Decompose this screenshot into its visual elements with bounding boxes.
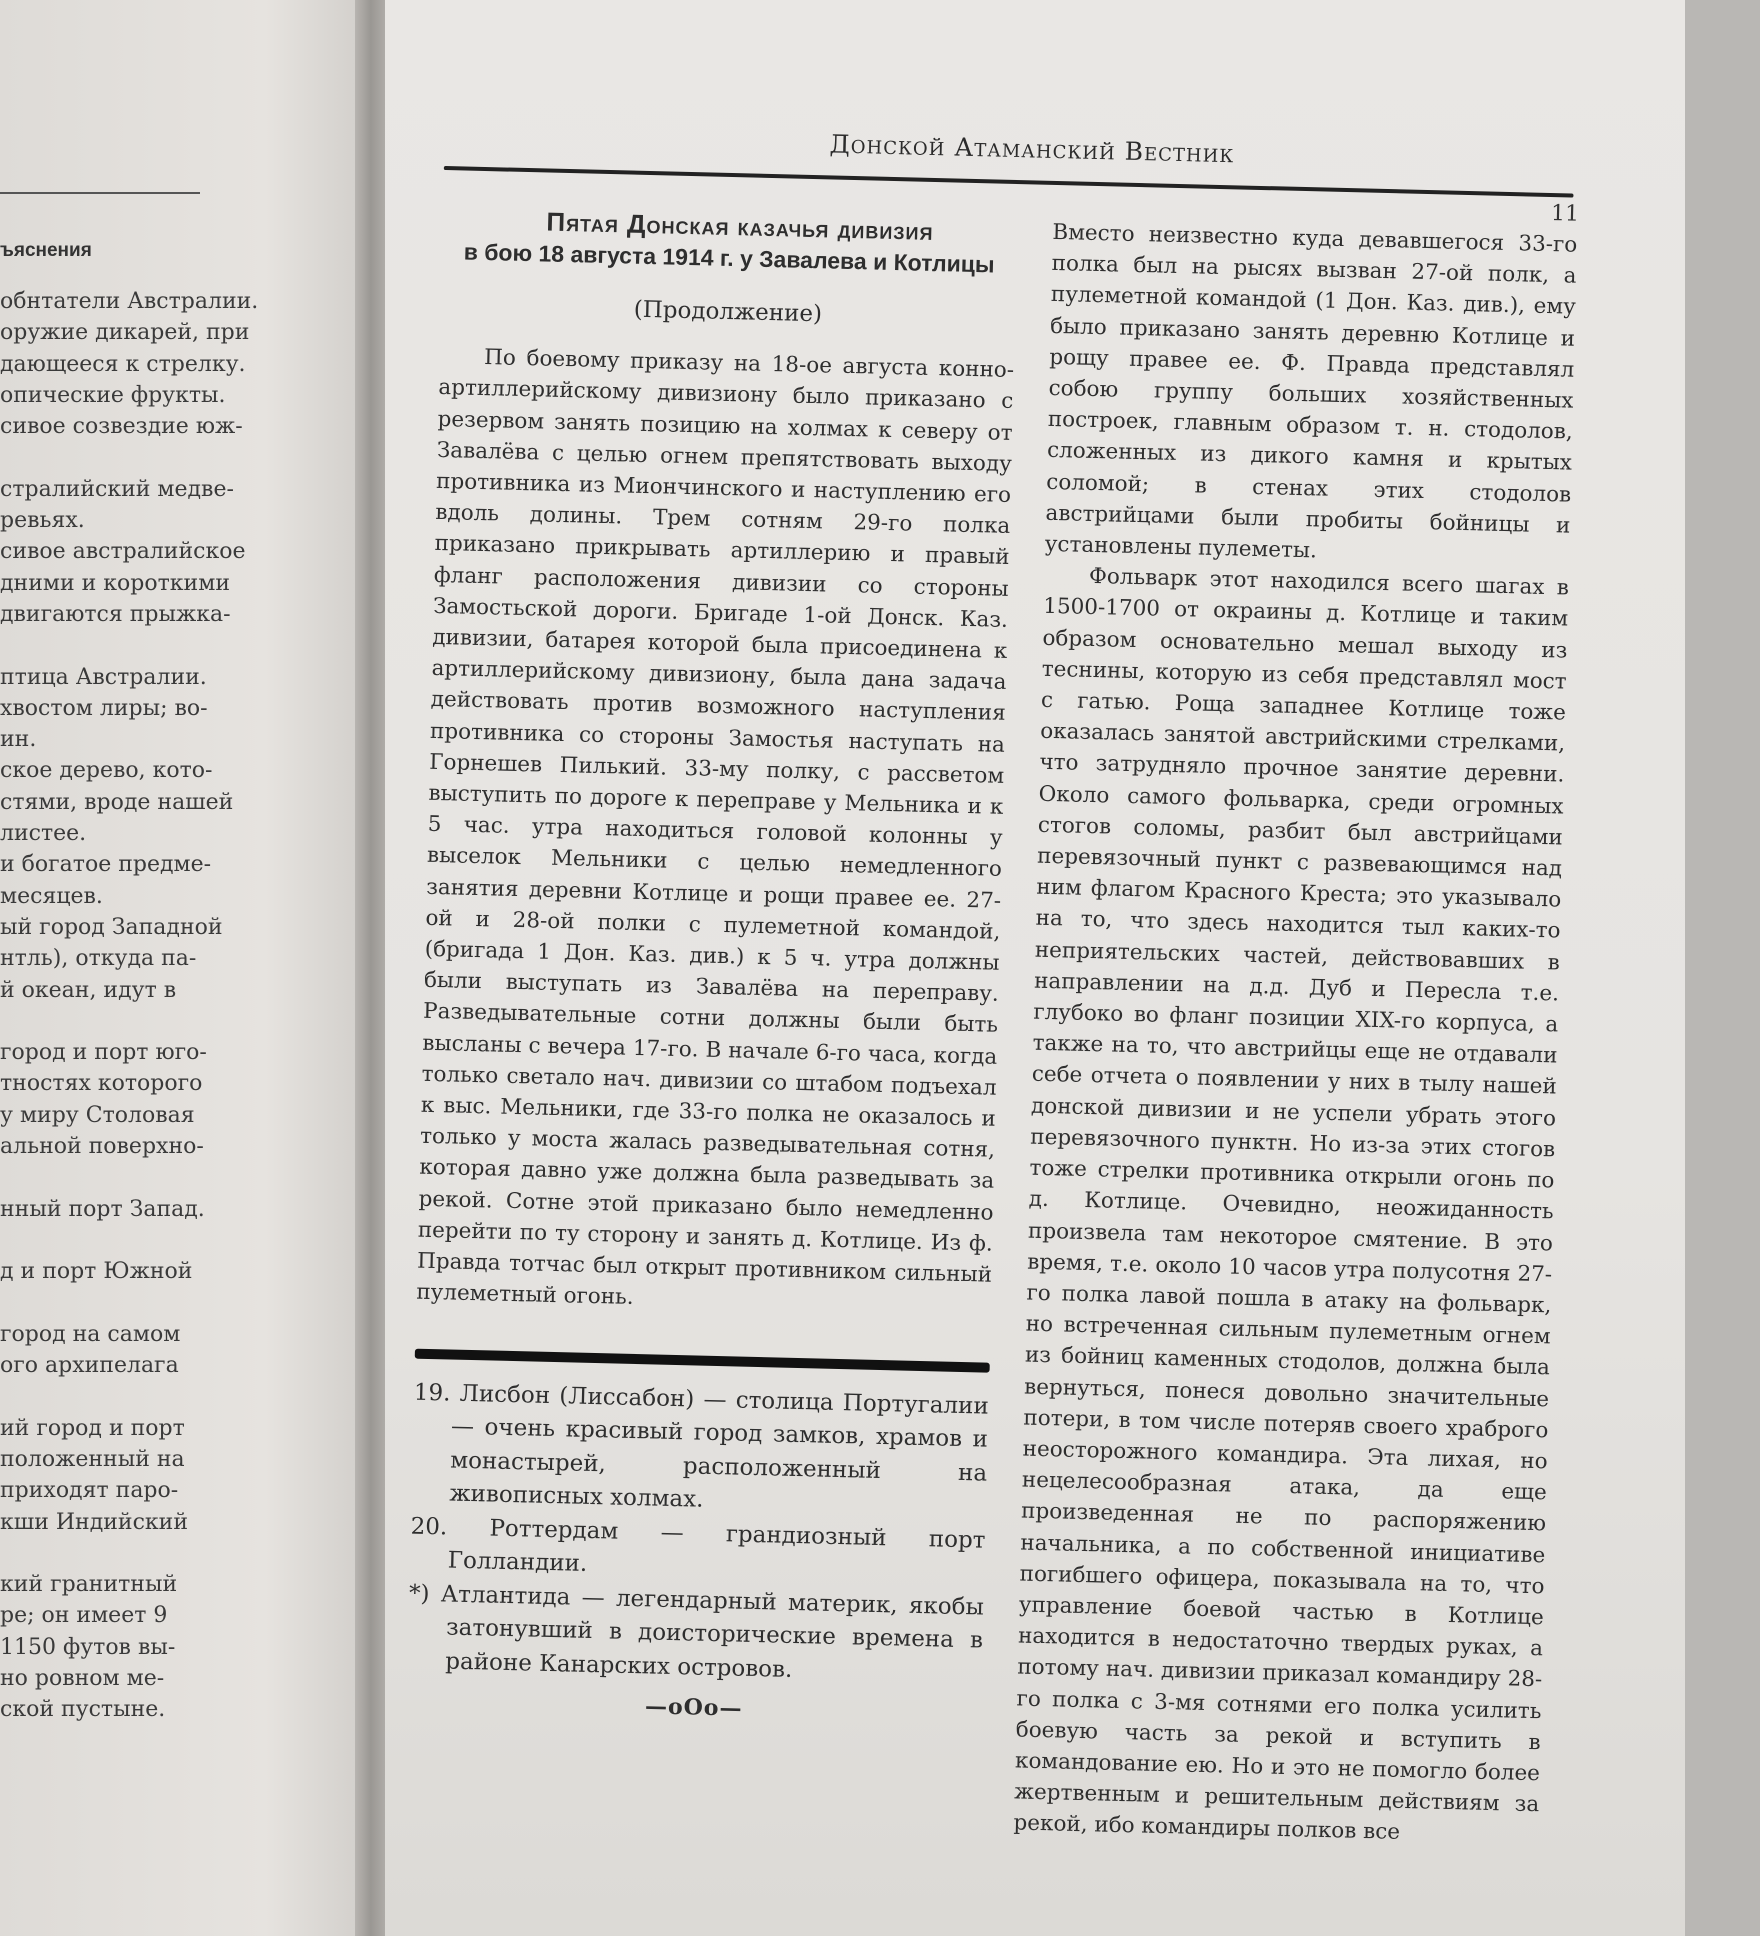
left-page-line: сивое австралийское [0, 539, 246, 565]
article-subtitle: в бою 18 августа 1914 г. у Завалева и Котлицы [463, 238, 995, 278]
left-page-line: ревьях. [0, 508, 85, 534]
footnote-20: 20. Роттердам — грандиозный порт Голландии. [410, 1513, 986, 1577]
left-page-line: листее. [0, 821, 87, 847]
right-column [1013, 217, 1577, 1852]
left-page-line: птица Австралии. [0, 664, 207, 690]
journal-title: Донской Атаманский Вестник [829, 129, 1235, 169]
left-page-line: ый город Западной [0, 914, 223, 940]
left-page-line: двигаются прыжка- [0, 601, 231, 627]
article-paragraph-continued: Вместо неизвестно куда девавшегося 33-го полка был на рысях вызван 27-ой полк, а пулеметной командой (1 Дон. Каз. див.), ему было приказано занять деревню Котлице и рощу правее ее. Ф. Правда представлял собою группу больших хозяйственных построек, главным образом т. н. стодолов, сложенных из дикого камня и крытых соломой; в стенах этих стодолов австрийцами были пробиты бойницы и установлены пулеметы. [1044, 219, 1578, 564]
left-page-line: д и порт Южной [0, 1259, 193, 1285]
footnote-separator [415, 1348, 990, 1372]
left-page-line: ской пустыне. [0, 1697, 166, 1723]
left-page-line [0, 1538, 270, 1569]
left-page-line [0, 1381, 270, 1412]
left-page-line [0, 442, 270, 473]
footnote-19: 19. Лисбон (Лиссабон) — столица Португалии — очень красивый город замков, храмов и монастырей, расположенный на живописных холмах. [413, 1379, 990, 1513]
left-column [406, 202, 1018, 1731]
left-page-line: и богатое предме- [0, 852, 212, 878]
left-page-line: ское дерево, кото- [0, 758, 213, 784]
page-content [402, 120, 1615, 1908]
left-page-line: оружие дикарей, при [0, 320, 250, 346]
left-page-line [0, 1006, 270, 1037]
right-page [385, 0, 1685, 1936]
article-continued-label: (Продолжение) [633, 296, 823, 328]
left-page-rule [0, 192, 200, 194]
article-title: Пятая Донская казачья дивизия [546, 206, 934, 246]
left-page-line: кий гранитный [0, 1572, 178, 1598]
left-page-line: положенный на [0, 1446, 185, 1472]
left-page-line: й океан, идут в [0, 977, 177, 1003]
left-page-line: кши Индийский [0, 1509, 188, 1535]
left-page-line: ий город и порт [0, 1415, 185, 1441]
left-page [0, 0, 380, 1936]
left-page-line: стралийский медве- [0, 476, 234, 502]
left-page-line: тностях которого [0, 1071, 203, 1097]
left-page-line: опические фрукты. [0, 382, 226, 408]
left-page-line: приходят паро- [0, 1478, 179, 1504]
left-page-line: ого архипелага [0, 1353, 179, 1379]
left-page-line: ре; он имеет 9 [0, 1603, 168, 1629]
left-page-line [0, 1225, 270, 1256]
left-page-line: альной поверхно- [0, 1134, 204, 1160]
left-page-line: но ровном ме- [0, 1666, 165, 1692]
left-page-line: месяцев. [0, 883, 103, 909]
left-page-line: ин. [0, 727, 37, 753]
left-page-heading: ъяснения [0, 240, 92, 261]
left-page-line: нтль), откуда па- [0, 946, 197, 972]
page-number: 11 [1550, 201, 1580, 227]
left-page-line: обнтатели Австралии. [0, 289, 259, 314]
left-page-text [0, 286, 270, 1726]
left-page-line: у миру Столовая [0, 1102, 195, 1128]
article-paragraph: По боевому приказу на 18-ое августа конно-артиллерийскому дивизиону было приказано с резервом занять позицию на холмах к северу от Завалёва с целью огнем препятствовать выходу противника из Миончинского и наступлению его вдоль долины. Трем сотням 29-го полка приказано прикрывать артиллерию и правый фланг расположения дивизии со стороны Замостьской дороги. Бригаде 1-ой Донск. Каз. дивизии, батарея которой была присоединена к артиллерийскому дивизиону, была дана задача действовать против возможного наступления противника со стороны Замостья наступать на Горнешев Пилький. 33-му полку, с рассветом выступить по дороге к переправе у Мельника и к 5 час. утра находиться головой колонны у выселок Мельники с целью немедленного занятия деревни Котлице и рощи правее ее. 27-ой и 28-ой полки с пулеметной командой, (бригада 1 Дон. Каз. див.) к 5 ч. утра должны были выступать из Завалёва на переправу. Разведывательные сотни должны были быть высланы с вечера 17-го. В начале 6-го часа, когда только светало нач. дивизии со штабом подъехал к выс. Мельники, где 33-го полка не оказалось и только у моста жалась разведывательная сотня, которая давно уже должна была разведывать за рекой. Сотне этой приказано было немедленно перейти по ту сторону и занять д. Котлице. Из ф. Правда тотчас был открыт противником сильный пулеметный огонь. [416, 345, 1015, 1311]
left-page-line [0, 630, 270, 661]
left-page-line: дающееся к стрелку. [0, 351, 246, 377]
left-page-line: дними и короткими [0, 570, 230, 596]
left-page-line: хвостом лиры; во- [0, 695, 208, 721]
left-page-line [0, 1162, 270, 1193]
left-page-line: город и порт юго- [0, 1040, 207, 1066]
left-page-line: сивое созвездие юж- [0, 414, 243, 440]
left-page-line [0, 1288, 270, 1319]
left-page-line: нный порт Запад. [0, 1196, 205, 1222]
header-rule [444, 166, 1574, 198]
left-page-line: 1150 футов вы- [0, 1634, 176, 1660]
left-page-line: город на самом [0, 1321, 181, 1347]
left-page-line: стями, вроде нашей [0, 789, 234, 815]
end-ornament: —oOo— [644, 1693, 743, 1722]
background-edge [1685, 0, 1760, 1936]
footnote-atlantis: *) Атлантида — легендарный материк, якобы затонувший в доисторические времена в районе Канарских островов. [408, 1580, 985, 1683]
article-paragraph: Фольварк этот находился всего шагах в 1500-1700 от окраины д. Котлице и таким образом основательно мешал выходу из теснины, которую из себя представлял мост с гатью. Роща западнее Котлице тоже оказалась занятой австрийскими стрелками, что затрудняло прочное занятие деревни. Около самого фольварка, среди огромных стогов соломы, разбит был австрийцами перевязочный пункт с развевающимся над ним флагом Красного Креста; это указывало на то, что здесь находится тыл каких-то неприятельских частей, действовавших в направлении на д.д. Дуб и Пересла т.е. глубоко во фланг позиции XIX-го корпуса, а также на то, что австрийцы еще не отдавали себе отчета о появлении у них в тылу нашей донской дивизии и не успели убрать этого перевязочного пунктн. Но из-за этих стогов тоже стрелки противника открыли огонь по д. Котлице. Очевидно, неожиданность произвела там некоторое смятение. В это время, т.е. около 10 часов утра полусотня 27-го полка лавой пошла в атаку на фольварк, но встреченная сильным пулеметным огнем из бойниц каменных стодолов, должна была вернуться, понеся довольно значительные потери, в том числе потеряв своего храброго неосторожного командира. Эта лихая, но нецелесообразная атака, да еще произведенная не по распоряжению начальника, а по собственной инициативе погибшего офицера, показывала на то, что управление боевой частью в Котлице находится в недостаточно твердых руках, а потому нач. дивизии приказал командиру 28-го полка с 3-мя сотнями его полка усилить боевую часть за рекой и вступить в командование ею. Но и это не помогло более жертвенным и решительным действиям за рекой, ибо командиры полков все [1013, 564, 1570, 1846]
